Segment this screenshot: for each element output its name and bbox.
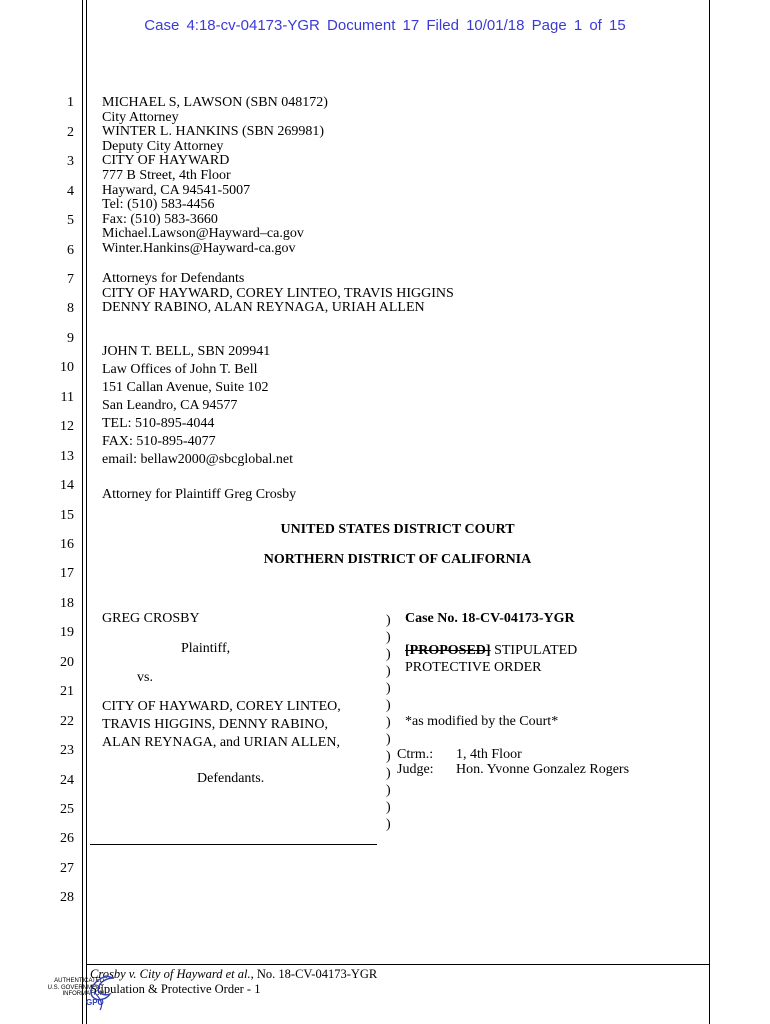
counsel-line: Michael.Lawson@Hayward–ca.gov [102, 226, 304, 242]
counsel-line: CITY OF HAYWARD [102, 153, 230, 169]
line-number: 13 [60, 449, 74, 464]
caption-paren: ) [386, 783, 391, 798]
versus-label: vs. [137, 670, 153, 685]
footer-case-number: No. 18-CV-04173-YGR [253, 967, 378, 981]
line-number: 2 [67, 125, 74, 140]
line-number: 8 [67, 301, 74, 316]
counsel-line: San Leandro, CA 94577 [102, 398, 238, 413]
proposed-struck-label: [PROPOSED] [405, 643, 491, 658]
line-number: 9 [67, 331, 74, 346]
counsel-line: JOHN T. BELL, SBN 209941 [102, 344, 271, 359]
line-number: 1 [67, 95, 74, 110]
counsel-line: FAX: 510-895-4077 [102, 434, 216, 449]
defendants-label: Defendants. [197, 771, 265, 786]
plaintiff-label: Plaintiff, [181, 641, 231, 656]
ecf-header-stamp: Case 4:18-cv-04173-YGR Document 17 Filed 10/01/18 Page 1 of 15 [144, 17, 626, 34]
footer-rule [86, 964, 709, 965]
line-number: 10 [60, 360, 74, 375]
line-number: 21 [60, 684, 74, 699]
courtroom-value: 1, 4th Floor [456, 747, 522, 762]
defendant-line: TRAVIS HIGGINS, DENNY RABINO, [102, 717, 328, 732]
footer-document-title: Stipulation & Protective Order - 1 [90, 982, 261, 996]
judge-value: Hon. Yvonne Gonzalez Rogers [456, 762, 630, 777]
case-number: Case No. 18-CV-04173-YGR [405, 611, 575, 626]
line-number: 18 [60, 596, 74, 611]
caption-paren: ) [386, 732, 391, 747]
line-number: 3 [67, 154, 74, 169]
stipulated-label: STIPULATED [490, 643, 578, 658]
plaintiff-attorney-for: Attorney for Plaintiff Greg Crosby [102, 487, 297, 502]
attorneys-for-line: DENNY RABINO, ALAN REYNAGA, URIAH ALLEN [102, 300, 425, 316]
caption-paren: ) [386, 817, 391, 832]
attorneys-for-line: CITY OF HAYWARD, COREY LINTEO, TRAVIS HIGGINS [102, 285, 454, 301]
counsel-line: Law Offices of John T. Bell [102, 362, 258, 377]
line-number: 4 [67, 184, 74, 199]
counsel-line: Hayward, CA 94541-5007 [102, 182, 251, 198]
line-number: 7 [67, 272, 74, 287]
modified-note: *as modified by the Court* [405, 714, 559, 729]
line-number: 27 [60, 861, 74, 876]
line-number: 23 [60, 743, 74, 758]
footer-case-caption: Crosby v. City of Hayward et al., [90, 967, 254, 981]
left-margin-rule-outer [82, 0, 83, 1024]
defendant-line: ALAN REYNAGA, and URIAN ALLEN, [102, 735, 340, 750]
counsel-line: Fax: (510) 583-3660 [102, 211, 218, 227]
seal-text-line: INFORMATION [62, 991, 104, 997]
counsel-line: Deputy City Attorney [102, 138, 224, 154]
seal-text-line: U.S. GOVERNMENT [47, 984, 104, 991]
caption-paren: ) [386, 630, 391, 645]
caption-paren: ) [386, 749, 391, 764]
counsel-line: email: bellaw2000@sbcglobal.net [102, 452, 293, 467]
counsel-line: Tel: (510) 583-4456 [102, 197, 215, 213]
line-number: 5 [67, 213, 74, 228]
caption-underline [90, 844, 377, 845]
attorneys-for-line: Attorneys for Defendants [102, 271, 245, 286]
gpo-eagle-icon [44, 970, 120, 1014]
line-number: 20 [60, 655, 74, 670]
line-number: 6 [67, 243, 74, 258]
caption-paren: ) [386, 664, 391, 679]
court-district: NORTHERN DISTRICT OF CALIFORNIA [263, 552, 532, 567]
line-number: 17 [60, 566, 74, 581]
line-number: 26 [60, 831, 74, 846]
line-number: 11 [60, 390, 74, 405]
caption-paren: ) [386, 800, 391, 815]
right-margin-rule [709, 0, 710, 1024]
line-number: 16 [60, 537, 74, 552]
counsel-line: 151 Callan Avenue, Suite 102 [102, 380, 269, 395]
caption-paren: ) [386, 647, 391, 662]
left-margin-rule-inner [86, 0, 87, 1024]
counsel-line: Winter.Hankins@Hayward-ca.gov [102, 241, 296, 256]
seal-gpo-label: GPO [86, 998, 104, 1007]
line-number: 24 [60, 773, 74, 788]
line-number: 28 [60, 890, 74, 905]
line-number: 14 [60, 478, 74, 493]
court-name: UNITED STATES DISTRICT COURT [280, 522, 515, 537]
line-number: 19 [60, 625, 74, 640]
document-title-line-2: PROTECTIVE ORDER [405, 660, 542, 675]
gpo-authentication-seal [44, 970, 120, 1014]
seal-text-line: AUTHENTICATED [54, 978, 104, 984]
plaintiff-name: GREG CROSBY [102, 611, 200, 626]
document-title-line-1 [405, 644, 577, 659]
counsel-line: TEL: 510-895-4044 [102, 416, 215, 431]
defendant-line: CITY OF HAYWARD, COREY LINTEO, [102, 699, 341, 714]
line-number: 12 [60, 419, 74, 434]
line-number: 15 [60, 508, 74, 523]
courtroom-label: Ctrm.: [397, 747, 434, 762]
counsel-line: MICHAEL S, LAWSON (SBN 048172) [102, 95, 328, 110]
caption-paren: ) [386, 613, 391, 628]
counsel-line: 777 B Street, 4th Floor [102, 168, 231, 183]
caption-paren: ) [386, 698, 391, 713]
caption-paren: ) [386, 766, 391, 781]
line-number: 22 [60, 714, 74, 729]
caption-paren: ) [386, 681, 391, 696]
counsel-line: WINTER L. HANKINS (SBN 269981) [102, 124, 325, 140]
footer-case-line [90, 967, 377, 982]
counsel-line: City Attorney [102, 109, 179, 125]
line-number: 25 [60, 802, 74, 817]
judge-label: Judge: [397, 762, 434, 777]
caption-paren: ) [386, 715, 391, 730]
